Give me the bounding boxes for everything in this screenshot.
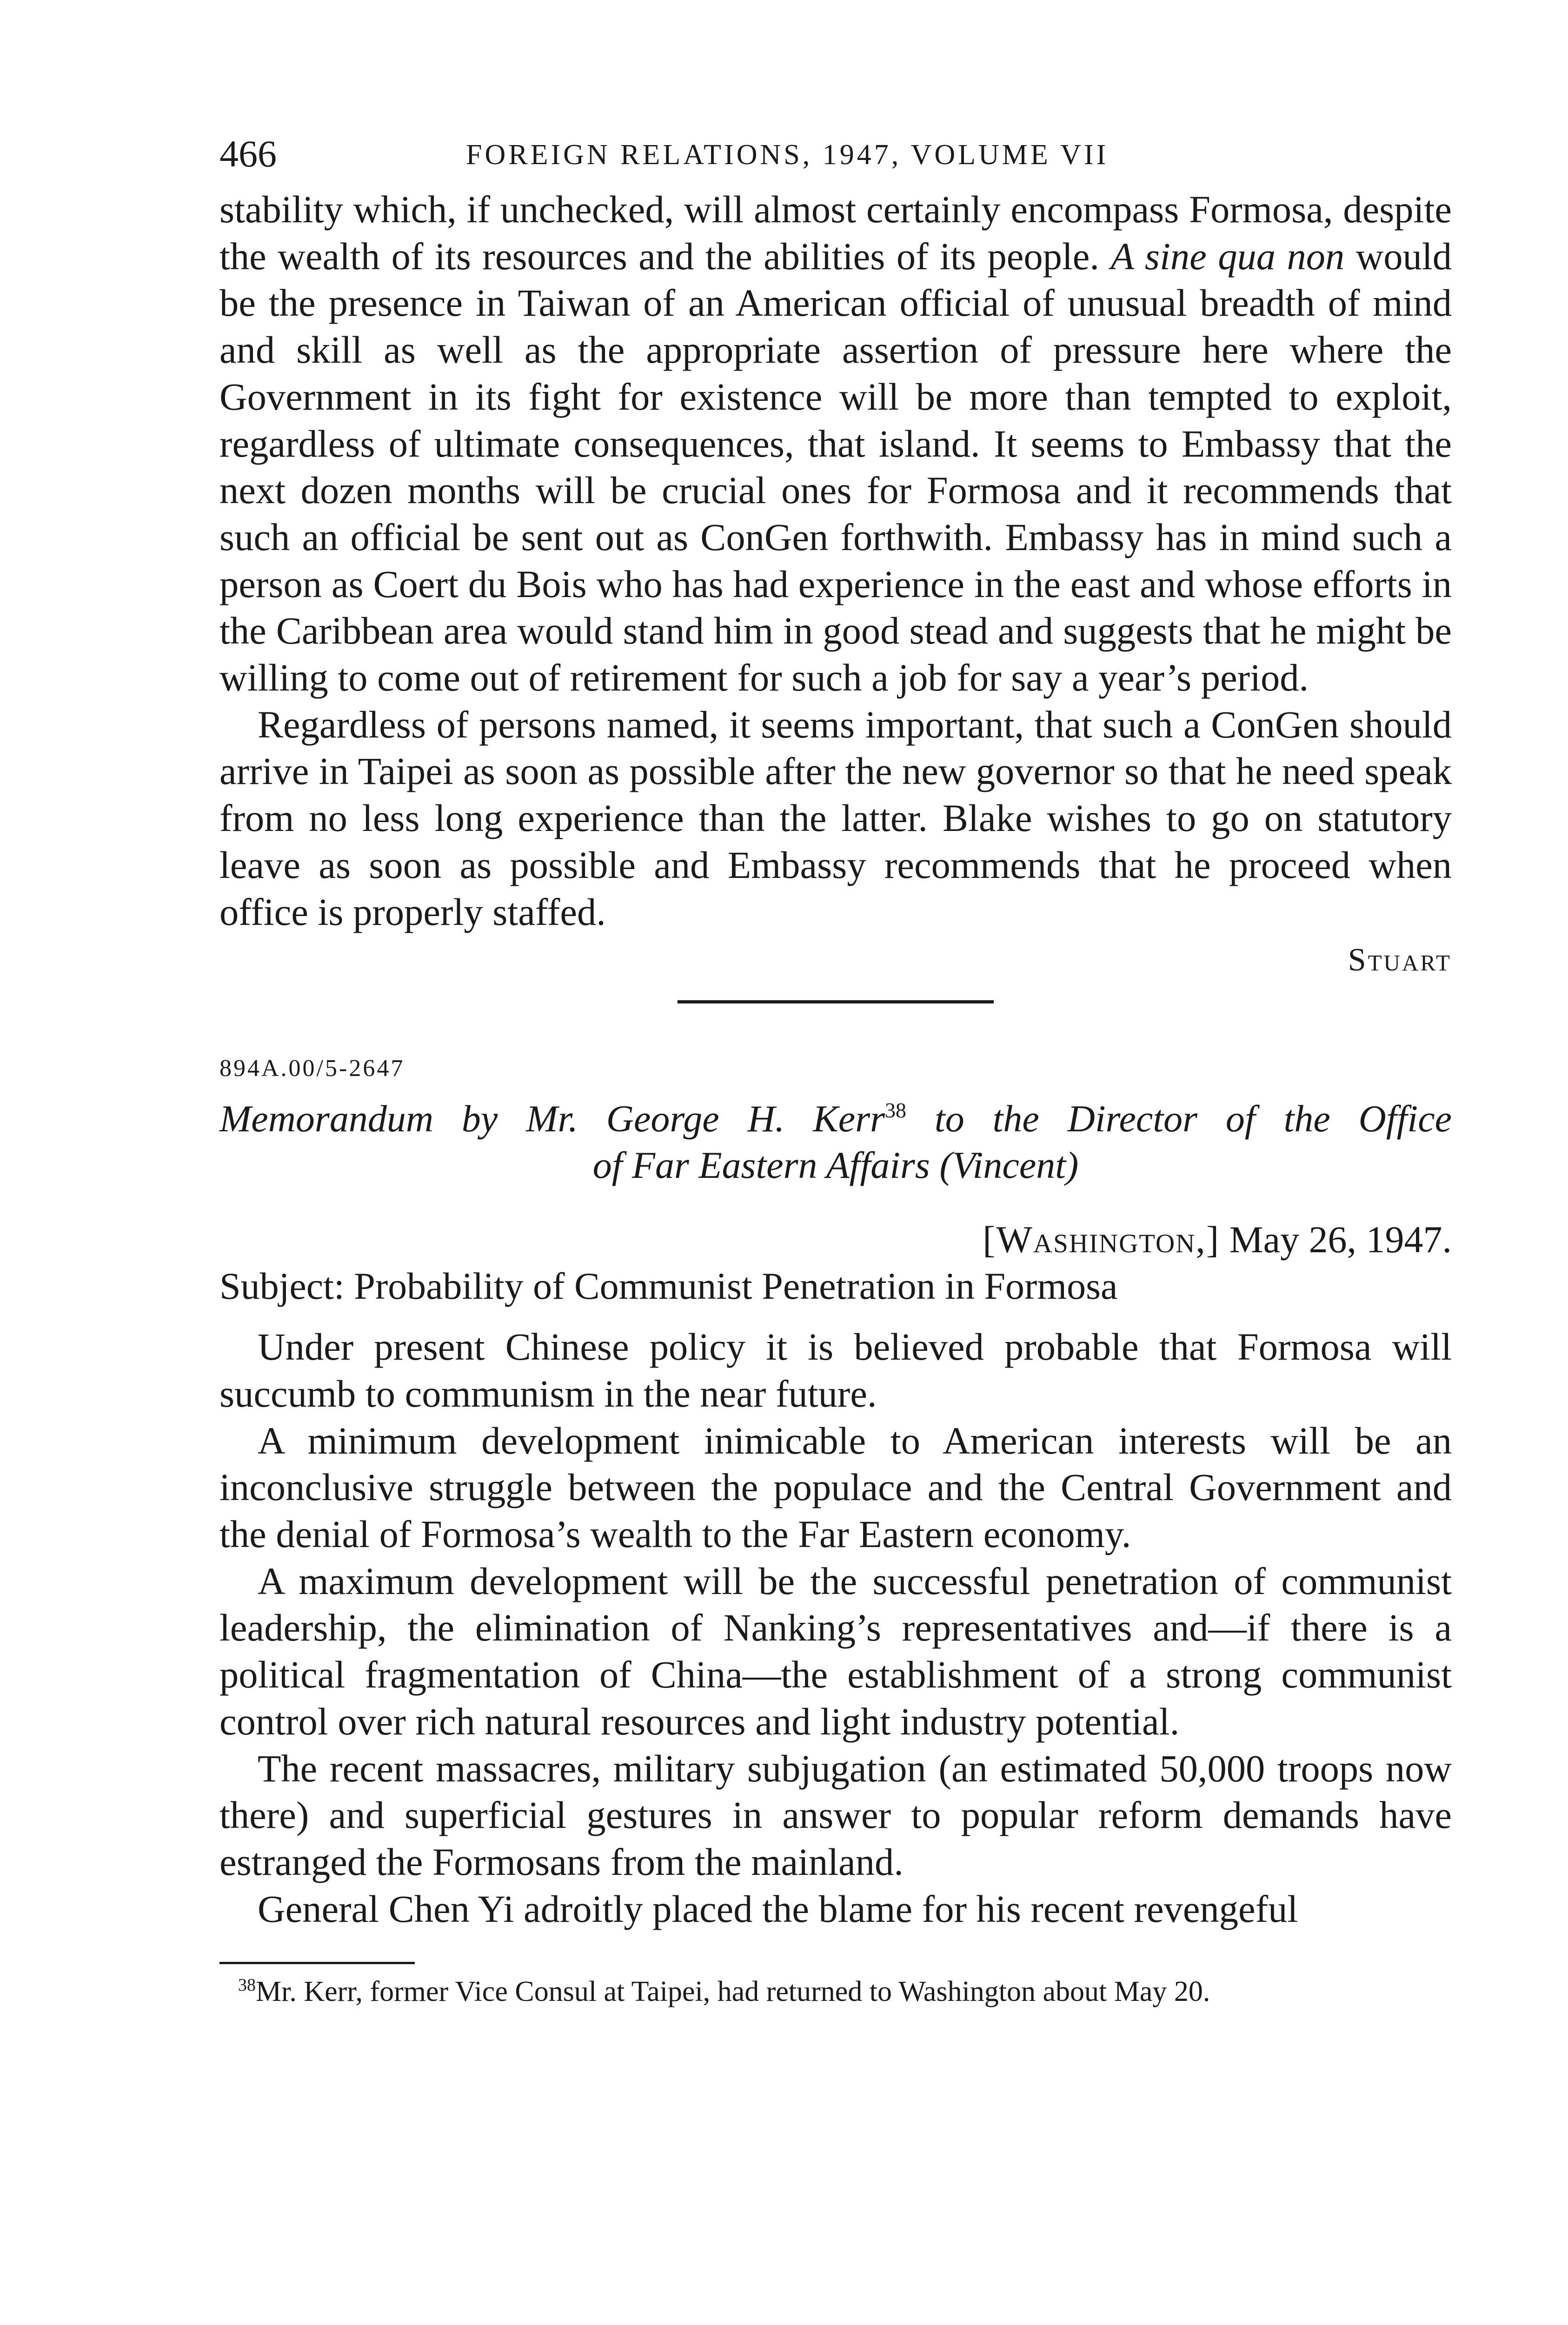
dateline-place: [Washington,] [983, 1218, 1220, 1261]
telegram-paragraph-1 [219, 186, 1452, 701]
running-head-title: FOREIGN RELATIONS, 1947, VOLUME VII [466, 139, 1109, 171]
file-number: 894A.00/5-2647 [219, 1055, 405, 1082]
memo-paragraph: A maximum development will be the successful penetration of communist leadership, the elimination of Nanking’s representatives and—if there is a political fragmentation of China—the establishment of a strong communist control over rich natural resources and light industry potential. [219, 1559, 1452, 1743]
memo-paragraph: General Chen Yi adroitly placed the blame for his recent revengeful [258, 1887, 1298, 1930]
section-divider [678, 1000, 994, 1003]
telegram-p1-italic: A sine qua non [1110, 234, 1345, 278]
telegram-p1-rest: would be the presence in Taiwan of an American official of unusual breadth of mind and skill as well as the appropriate assertion of pressure here where the Government in its fight for existence will be more than tempted to exploit, regardless of ultimate consequences, that island. It seems to Embassy that the next dozen months will be crucial ones for Formosa and it recommends that such an official be sent out as ConGen forthwith. Embassy has in mind such a person as Coert du Bois who has had experience in the east and whose efforts in the Caribbean area would stand him in good stead and suggests that he might be willing to come out of retirement for such a job for say a year’s period. [219, 234, 1452, 699]
footnote-reference: 38 [885, 1098, 907, 1123]
signature: Stuart [1348, 942, 1452, 978]
footnote-text: Mr. Kerr, former Vice Consul at Taipei, had returned to Washington about May 20. [256, 1976, 1210, 2008]
memo-paragraph: Under present Chinese policy it is believed probable that Formosa will succumb to communism in the near future. [219, 1325, 1452, 1415]
memo-heading-line-1: Memorandum by Mr. George H. Kerr$^{38}$ to the Director of the Office [219, 1097, 1452, 1140]
subject-line: Subject: Probability of Communist Penetration in Formosa [219, 1265, 1118, 1308]
footnote-divider [219, 1962, 415, 1964]
dateline-date: May 26, 1947. [1220, 1218, 1452, 1261]
running-head [219, 135, 1452, 186]
memo-body [219, 1323, 1452, 1932]
telegram-body [219, 186, 1452, 935]
dateline [219, 1216, 1452, 1263]
page-number: 466 [219, 133, 277, 175]
telegram-p1-start: stability which, if unchecked, will almost certainly encompass Formosa, despite the wealth of its resources and the abilities of its people. [219, 188, 1452, 278]
telegram-paragraph-2: Regardless of persons named, it seems important, that such a ConGen should arrive in Taipei as soon as possible after the new governor so that he need speak from no less long experience than the latter. Blake wishes to go on statutory leave as soon as possible and Embassy recommends that he proceed when office is properly staffed. [219, 703, 1452, 933]
footnote-number: 38 [238, 1975, 256, 1995]
memo-heading-line-2: of Far Eastern Affairs (Vincent) [592, 1144, 1079, 1187]
document-page [219, 135, 1452, 2010]
memo-heading [219, 1096, 1452, 1189]
footnote [219, 1973, 1452, 2010]
memo-paragraph: The recent massacres, military subjugation (an estimated 50,000 troops now there) and superficial gestures in answer to popular reform demands have estranged the Formosans from the mainland. [219, 1747, 1452, 1883]
memo-paragraph: A minimum development inimicable to American interests will be an inconclusive struggle between the populace and the Central Government and the denial of Formosa’s wealth to the Far Eastern economy. [219, 1419, 1452, 1556]
